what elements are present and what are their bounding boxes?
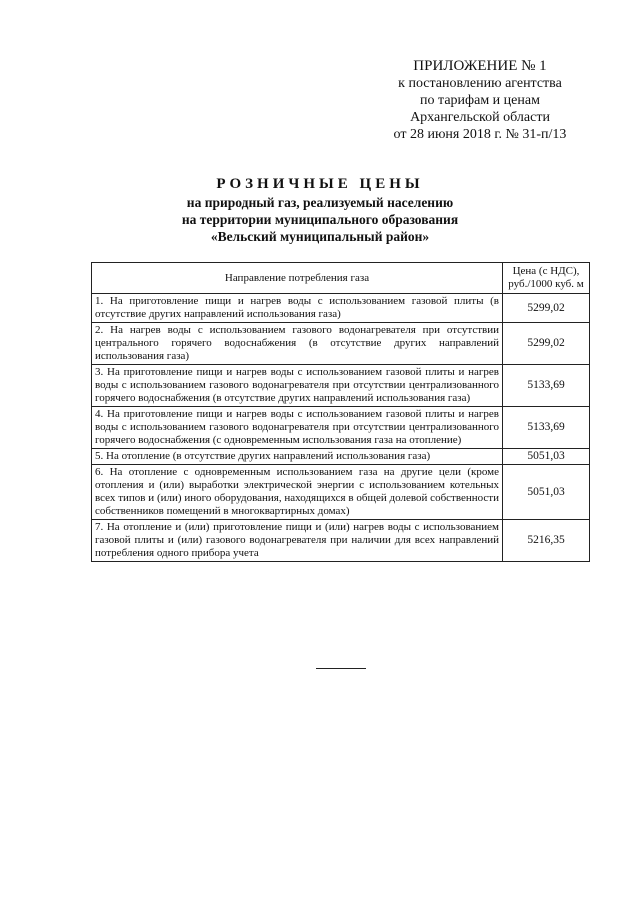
row-description: 4. На приготовление пищи и нагрев воды с использованием газовой плиты и нагрев воды с использованием газового водонагревателя при отсутствии централизованного горячего водоснабжения (с одновременным использования газа на отопление) bbox=[92, 407, 503, 449]
appendix-title: ПРИЛОЖЕНИЕ № 1 bbox=[413, 58, 547, 74]
row-price: 5299,02 bbox=[503, 294, 590, 323]
row-price: 5133,69 bbox=[503, 365, 590, 407]
appendix-line: от 28 июня 2018 г. № 31-п/13 bbox=[393, 127, 567, 142]
appendix-line: Архангельской области bbox=[410, 110, 550, 125]
table-row bbox=[92, 407, 590, 449]
table-row bbox=[92, 294, 590, 323]
document-title: РОЗНИЧНЫЕ ЦЕНЫ bbox=[216, 176, 424, 192]
table-row bbox=[92, 520, 590, 562]
row-price: 5299,02 bbox=[503, 323, 590, 365]
appendix-block bbox=[360, 58, 600, 143]
table-row bbox=[92, 323, 590, 365]
row-description: 6. На отопление с одновременным использованием газа на другие цели (кроме отопления и (или) выработки электрической энергии с использованием котельных всех типов и (или) иного оборудования, находящихся в общей долевой собственности собственников помещений в многоквартирных домах) bbox=[92, 465, 503, 520]
row-description: 3. На приготовление пищи и нагрев воды с использованием газовой плиты и нагрев воды с использованием газового водонагревателя при отсутствии централизованного горячего водоснабжения (в отсутствие других направлений использования газа) bbox=[92, 365, 503, 407]
row-description: 5. На отопление (в отсутствие других направлений использования газа) bbox=[92, 449, 503, 465]
header-direction: Направление потребления газа bbox=[92, 263, 503, 294]
row-price: 5051,03 bbox=[503, 449, 590, 465]
table-row bbox=[92, 449, 590, 465]
prices-table bbox=[91, 262, 590, 562]
document-heading bbox=[80, 175, 560, 245]
appendix-line: по тарифам и ценам bbox=[420, 93, 540, 108]
row-price: 5051,03 bbox=[503, 465, 590, 520]
row-description: 2. На нагрев воды с использованием газового водонагревателя при отсутствии центрального горячего водоснабжения (в отсутствие других направлений использования газа) bbox=[92, 323, 503, 365]
table-row bbox=[92, 365, 590, 407]
row-description: 7. На отопление и (или) приготовление пищи и (или) нагрев воды с использованием газовой плиты и (или) газового водонагревателя при наличии для всех направлений потребления одного прибора учета bbox=[92, 520, 503, 562]
closing-divider bbox=[316, 668, 366, 669]
row-description: 1. На приготовление пищи и нагрев воды с использованием газовой плиты (в отсутствие других направлений использования газа) bbox=[92, 294, 503, 323]
heading-line: на территории муниципального образования bbox=[181, 212, 459, 227]
header-price: Цена (с НДС), руб./1000 куб. м bbox=[503, 263, 590, 294]
table-row bbox=[92, 465, 590, 520]
heading-line: на природный газ, реализуемый населению bbox=[186, 195, 454, 210]
table-header-row bbox=[92, 263, 590, 294]
heading-line: «Вельский муниципальный район» bbox=[210, 229, 430, 244]
row-price: 5133,69 bbox=[503, 407, 590, 449]
row-price: 5216,35 bbox=[503, 520, 590, 562]
appendix-line: к постановлению агентства bbox=[398, 76, 562, 91]
